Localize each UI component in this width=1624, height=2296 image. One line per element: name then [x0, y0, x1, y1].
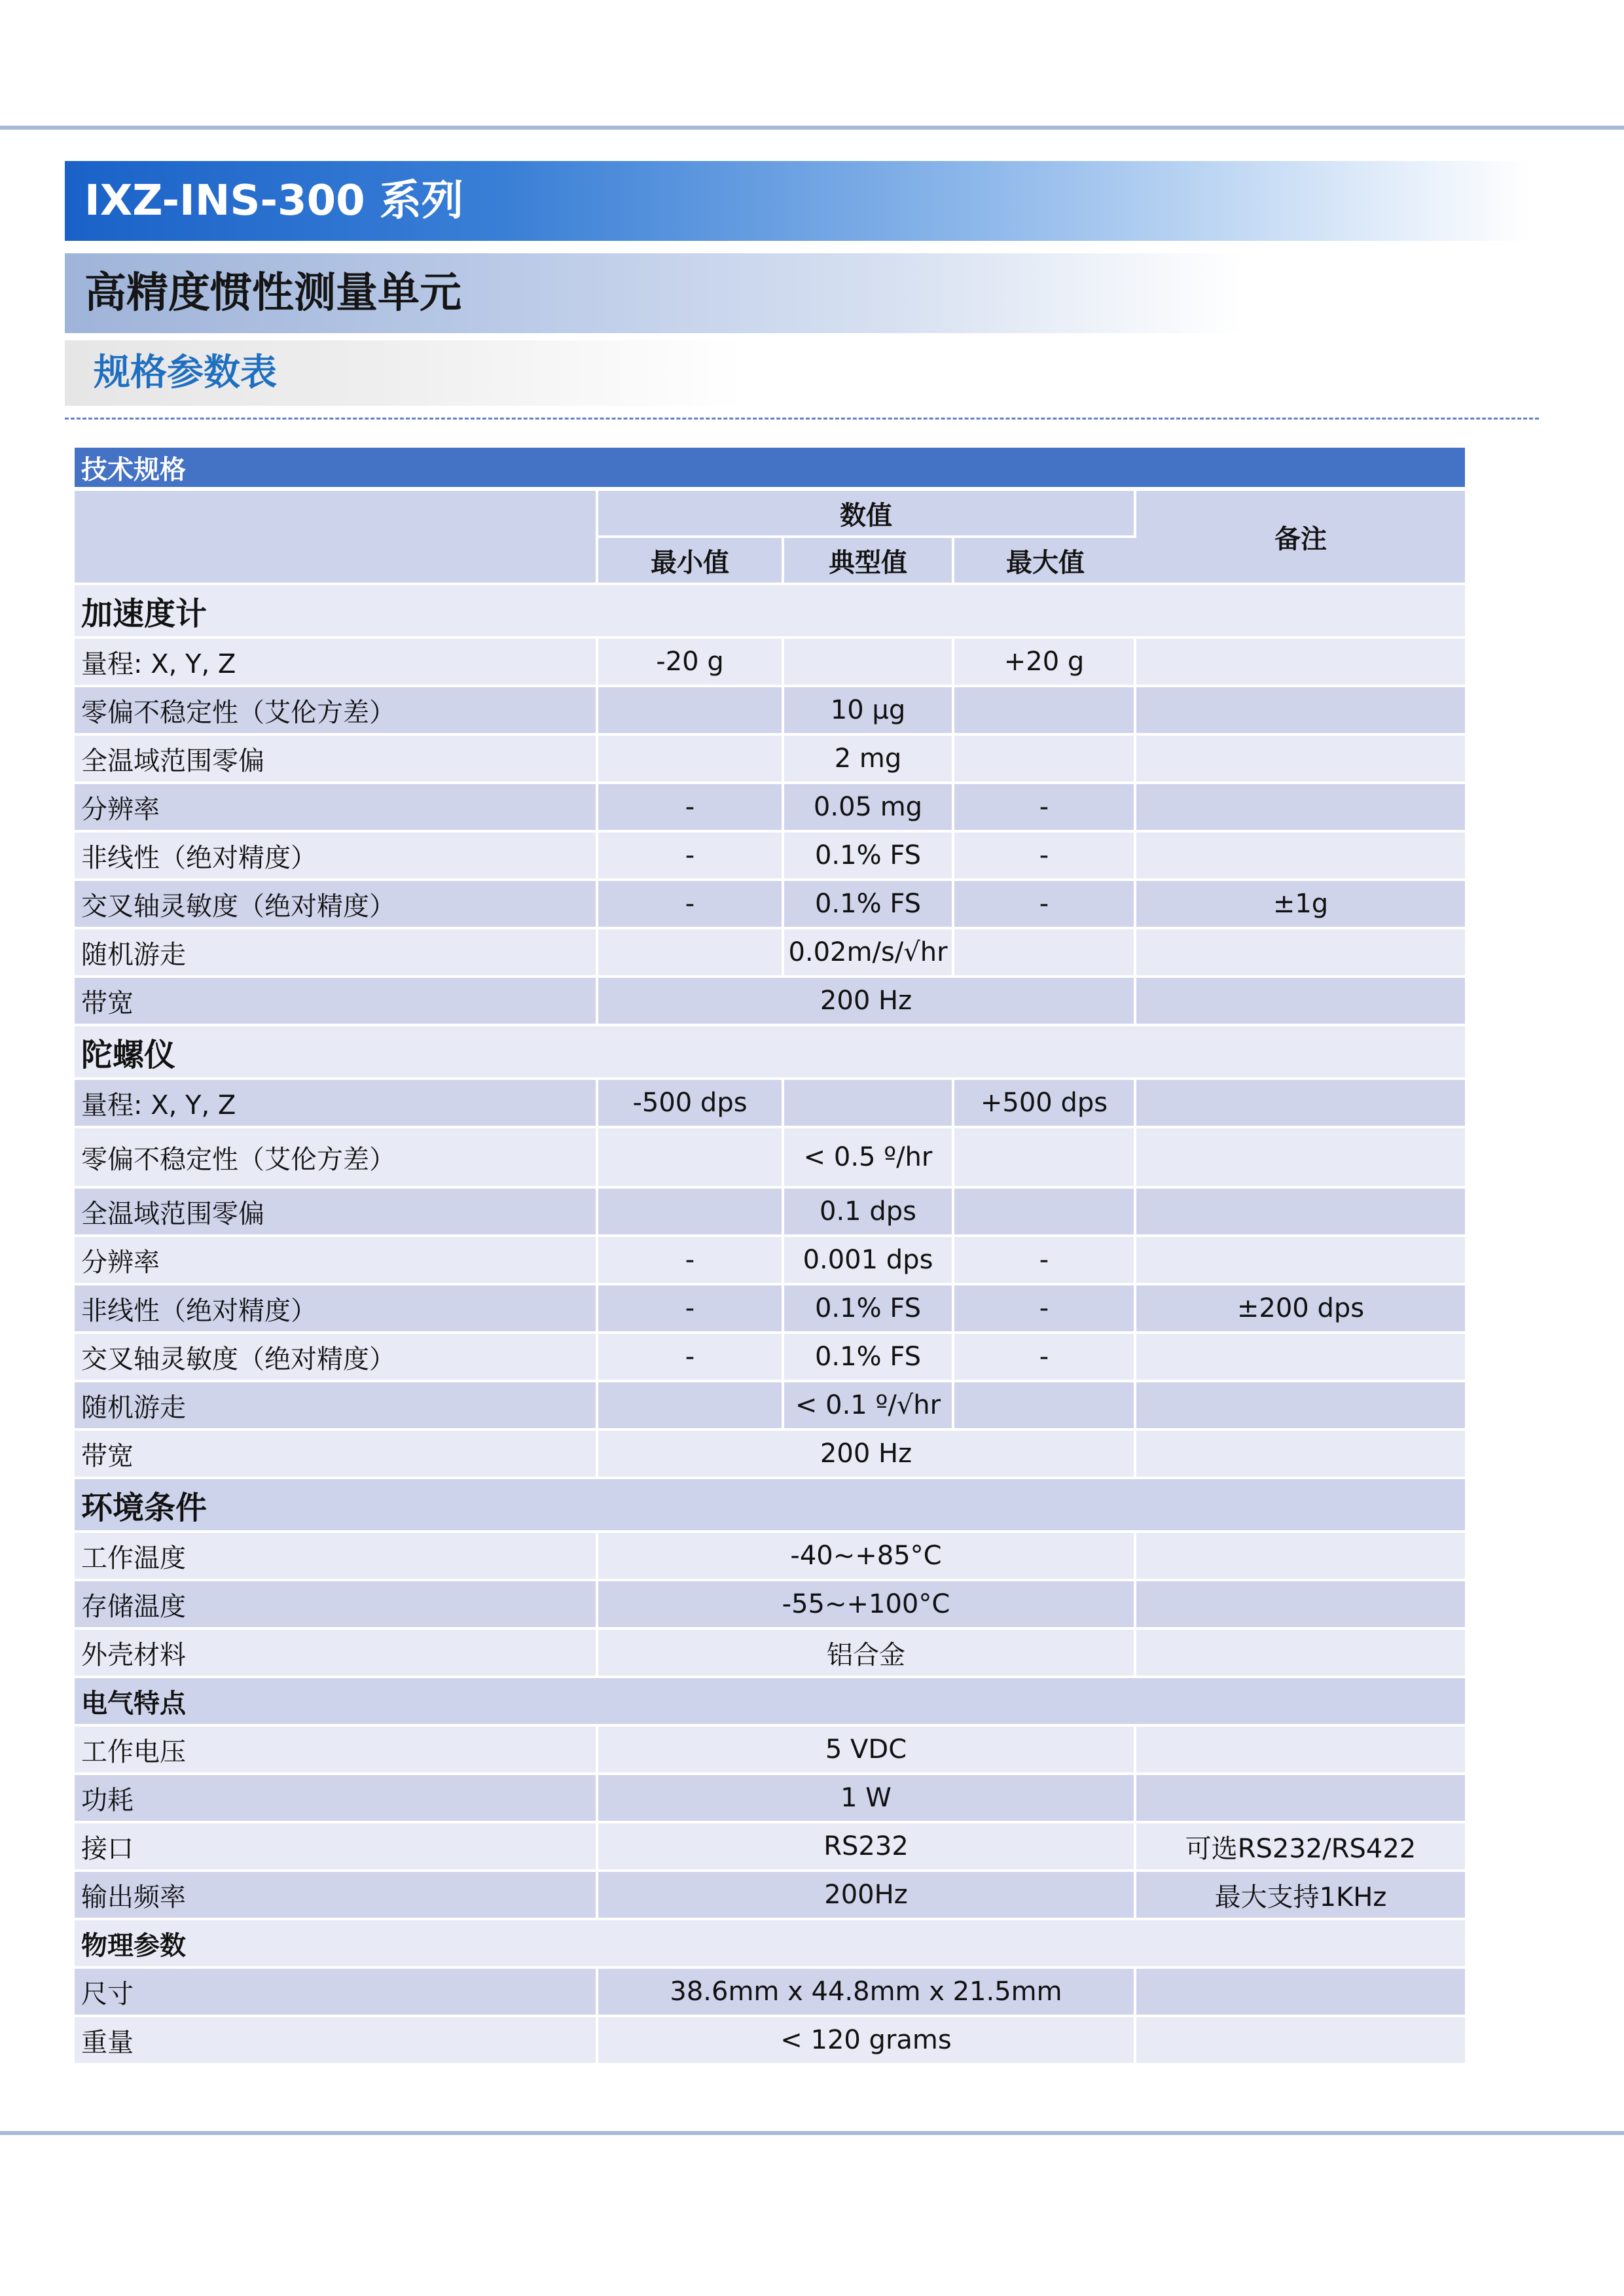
cell-remark [1136, 1237, 1465, 1285]
cell-remark [1136, 1727, 1465, 1775]
row-label: 输出频率 [75, 1872, 598, 1920]
cell-min [598, 1128, 784, 1189]
section-title: 规格参数表 [65, 340, 746, 406]
table-header-row [75, 491, 1465, 538]
cell-remark: ±200 dps [1136, 1285, 1465, 1334]
section-title-elec: 电气特点 [75, 1678, 1465, 1727]
spec-table [75, 448, 1465, 2066]
cell-typ: 0.1 dps [784, 1189, 954, 1237]
row-label: 量程: X, Y, Z [75, 1080, 598, 1128]
cell-remark [1136, 1431, 1465, 1479]
series-title: IXZ-INS-300 系列 [65, 161, 1531, 241]
cell-value: -40~+85°C [598, 1533, 1136, 1581]
cell-value: 200Hz [598, 1872, 1136, 1920]
cell-typ: 0.02m/s/√hr [784, 929, 954, 978]
section-row-gyro [75, 1026, 1465, 1080]
cell-max [954, 1128, 1136, 1189]
table-title-row [75, 448, 1465, 491]
row-label: 零偏不稳定性（艾伦方差） [75, 1128, 598, 1189]
cell-remark [1136, 1080, 1465, 1128]
cell-value: 38.6mm x 44.8mm x 21.5mm [598, 1969, 1136, 2017]
table-row [75, 1237, 1465, 1285]
cell-remark [1136, 978, 1465, 1026]
table-row [75, 639, 1465, 687]
section-row-phys [75, 1920, 1465, 1969]
cell-value: RS232 [598, 1823, 1136, 1872]
cell-min: - [598, 833, 784, 881]
cell-min: -20 g [598, 639, 784, 687]
cell-remark [1136, 1128, 1465, 1189]
cell-max: - [954, 784, 1136, 833]
cell-remark [1136, 1969, 1465, 2017]
row-label: 非线性（绝对精度） [75, 1285, 598, 1334]
row-label: 工作电压 [75, 1727, 598, 1775]
table-row [75, 1431, 1465, 1479]
cell-typ: < 0.5 º/hr [784, 1128, 954, 1189]
section-title-accel: 加速度计 [75, 585, 1465, 639]
table-row [75, 833, 1465, 881]
cell-max [954, 687, 1136, 736]
table-row [75, 929, 1465, 978]
row-label: 存储温度 [75, 1581, 598, 1630]
row-label: 带宽 [75, 1431, 598, 1479]
cell-min: - [598, 784, 784, 833]
table-row [75, 1775, 1465, 1823]
cell-min [598, 736, 784, 784]
header-max: 最大值 [954, 538, 1136, 585]
row-label: 全温域范围零偏 [75, 736, 598, 784]
section-title-phys: 物理参数 [75, 1920, 1465, 1969]
row-label: 分辨率 [75, 784, 598, 833]
row-label: 带宽 [75, 978, 598, 1026]
table-row [75, 1823, 1465, 1872]
cell-max [954, 1189, 1136, 1237]
cell-typ: 0.1% FS [784, 1334, 954, 1382]
header-value-group: 数值 [598, 491, 1136, 538]
table-row [75, 1128, 1465, 1189]
section-row-env [75, 1479, 1465, 1533]
table-row [75, 2017, 1465, 2066]
header-blank [75, 491, 598, 585]
table-row [75, 736, 1465, 784]
cell-typ: 0.1% FS [784, 833, 954, 881]
cell-max: - [954, 1237, 1136, 1285]
cell-remark [1136, 639, 1465, 687]
row-label: 重量 [75, 2017, 598, 2066]
cell-min: - [598, 1334, 784, 1382]
row-label: 全温域范围零偏 [75, 1189, 598, 1237]
table-row [75, 881, 1465, 929]
cell-remark [1136, 1775, 1465, 1823]
row-label: 量程: X, Y, Z [75, 639, 598, 687]
cell-value: < 120 grams [598, 2017, 1136, 2066]
header-typ: 典型值 [784, 538, 954, 585]
cell-remark [1136, 736, 1465, 784]
table-row [75, 1189, 1465, 1237]
cell-typ [784, 639, 954, 687]
cell-value: 铝合金 [598, 1630, 1136, 1678]
table-row [75, 687, 1465, 736]
table-row [75, 1382, 1465, 1431]
cell-max [954, 736, 1136, 784]
section-title-env: 环境条件 [75, 1479, 1465, 1533]
cell-min: - [598, 1285, 784, 1334]
row-label: 非线性（绝对精度） [75, 833, 598, 881]
cell-value: 200 Hz [598, 978, 1136, 1026]
cell-min [598, 687, 784, 736]
cell-remark: 可选RS232/RS422 [1136, 1823, 1465, 1872]
cell-typ: 0.1% FS [784, 881, 954, 929]
table-row [75, 784, 1465, 833]
row-label: 尺寸 [75, 1969, 598, 2017]
row-label: 外壳材料 [75, 1630, 598, 1678]
cell-min [598, 1189, 784, 1237]
cell-max [954, 1382, 1136, 1431]
cell-max: - [954, 833, 1136, 881]
cell-remark [1136, 1533, 1465, 1581]
cell-remark [1136, 1334, 1465, 1382]
table-row [75, 1080, 1465, 1128]
product-subtitle: 高精度惯性测量单元 [65, 253, 1243, 333]
cell-value: 1 W [598, 1775, 1136, 1823]
cell-remark [1136, 2017, 1465, 2066]
table-row [75, 1969, 1465, 2017]
cell-max: - [954, 881, 1136, 929]
section-row-elec [75, 1678, 1465, 1727]
cell-remark [1136, 833, 1465, 881]
cell-max [954, 929, 1136, 978]
cell-remark: 最大支持1KHz [1136, 1872, 1465, 1920]
table-row [75, 1872, 1465, 1920]
row-label: 交叉轴灵敏度（绝对精度） [75, 1334, 598, 1382]
cell-typ: < 0.1 º/√hr [784, 1382, 954, 1431]
cell-remark: ±1g [1136, 881, 1465, 929]
cell-max: +500 dps [954, 1080, 1136, 1128]
cell-remark [1136, 929, 1465, 978]
bottom-rule [0, 2131, 1624, 2135]
cell-typ: 0.05 mg [784, 784, 954, 833]
cell-typ: 10 μg [784, 687, 954, 736]
header-remark: 备注 [1136, 491, 1465, 585]
cell-value: -55~+100°C [598, 1581, 1136, 1630]
table-row [75, 978, 1465, 1026]
table-row [75, 1581, 1465, 1630]
cell-min: - [598, 881, 784, 929]
table-title: 技术规格 [75, 448, 1465, 491]
row-label: 功耗 [75, 1775, 598, 1823]
cell-typ: 0.001 dps [784, 1237, 954, 1285]
cell-typ: 2 mg [784, 736, 954, 784]
table-row [75, 1285, 1465, 1334]
cell-value: 5 VDC [598, 1727, 1136, 1775]
row-label: 零偏不稳定性（艾伦方差） [75, 687, 598, 736]
cell-typ: 0.1% FS [784, 1285, 954, 1334]
cell-remark [1136, 784, 1465, 833]
row-label: 分辨率 [75, 1237, 598, 1285]
table-row [75, 1630, 1465, 1678]
cell-min: - [598, 1237, 784, 1285]
cell-max: - [954, 1285, 1136, 1334]
cell-max: - [954, 1334, 1136, 1382]
section-title-gyro: 陀螺仪 [75, 1026, 1465, 1080]
cell-min [598, 929, 784, 978]
cell-remark [1136, 1382, 1465, 1431]
header-min: 最小值 [598, 538, 784, 585]
section-row-accel [75, 585, 1465, 639]
cell-max: +20 g [954, 639, 1136, 687]
cell-remark [1136, 1189, 1465, 1237]
cell-value: 200 Hz [598, 1431, 1136, 1479]
cell-remark [1136, 687, 1465, 736]
cell-remark [1136, 1630, 1465, 1678]
cell-min: -500 dps [598, 1080, 784, 1128]
row-label: 接口 [75, 1823, 598, 1872]
row-label: 工作温度 [75, 1533, 598, 1581]
row-label: 随机游走 [75, 1382, 598, 1431]
table-row [75, 1334, 1465, 1382]
row-label: 交叉轴灵敏度（绝对精度） [75, 881, 598, 929]
row-label: 随机游走 [75, 929, 598, 978]
cell-remark [1136, 1581, 1465, 1630]
cell-typ [784, 1080, 954, 1128]
table-row [75, 1727, 1465, 1775]
table-row [75, 1533, 1465, 1581]
cell-min [598, 1382, 784, 1431]
dashed-divider [65, 418, 1539, 420]
top-rule [0, 126, 1624, 130]
